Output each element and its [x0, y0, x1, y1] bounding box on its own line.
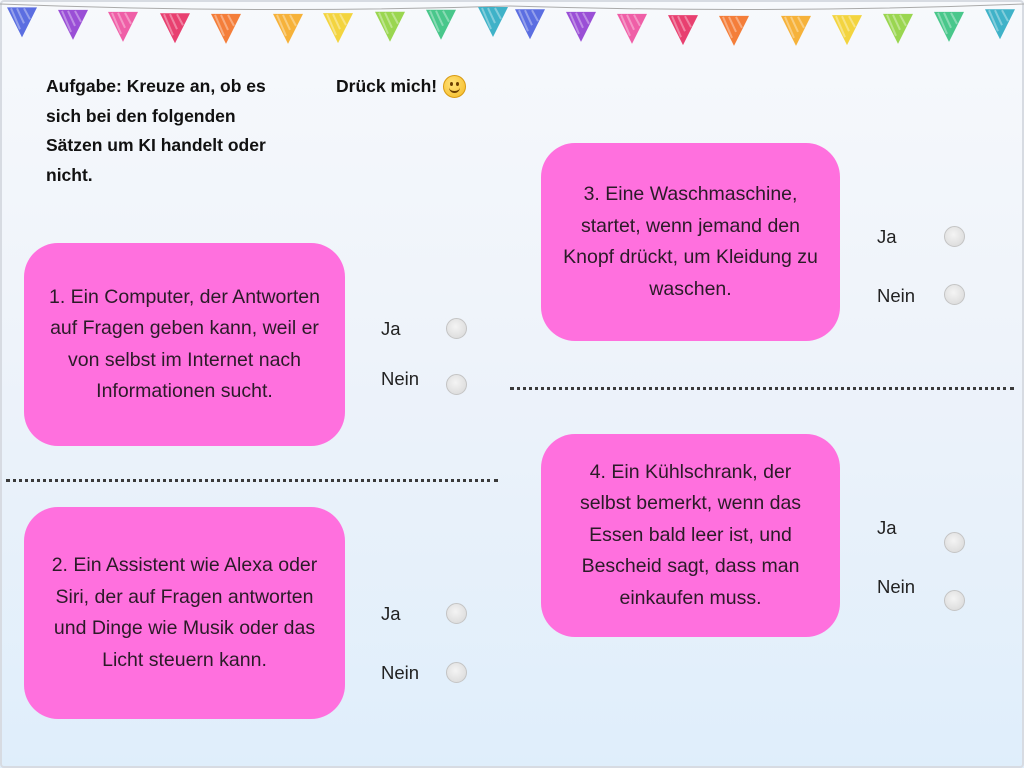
option-nein-label-2: Nein: [381, 662, 420, 683]
option-ja-label-2: Ja: [381, 603, 401, 624]
radio-nein-2[interactable]: [446, 662, 467, 683]
divider-left: [6, 479, 498, 482]
radio-nein-3[interactable]: [944, 284, 965, 305]
press-me-label: Drück mich!: [336, 76, 438, 96]
option-ja-label-1: Ja: [381, 318, 401, 339]
press-me-button[interactable]: [336, 72, 466, 100]
radio-ja-4[interactable]: [944, 532, 965, 553]
bunting-decoration: [0, 0, 1024, 60]
radio-ja-3[interactable]: [944, 226, 965, 247]
statement-card-3: [541, 143, 840, 341]
smiley-icon: [443, 75, 466, 98]
statement-card-4: [541, 434, 840, 637]
option-ja-label-4: Ja: [877, 517, 897, 538]
divider-right: [510, 387, 1014, 390]
radio-ja-2[interactable]: [446, 603, 467, 624]
option-nein-label-4: Nein: [877, 576, 916, 597]
option-ja-label-3: Ja: [877, 226, 897, 247]
statement-text-1: 1. Ein Computer, der Antworten auf Fragen geben kann, weil er von selbst im Internet nach Informationen sucht.: [49, 285, 320, 402]
option-nein-label-3: Nein: [877, 285, 916, 306]
option-nein-label-1: Nein: [381, 368, 420, 389]
statement-text-3: 3. Eine Waschmaschine, startet, wenn jemand den Knopf drückt, um Kleidung zu waschen.: [563, 183, 818, 300]
statement-text-4: 4. Ein Kühlschrank, der selbst bemerkt, wenn das Essen bald leer ist, und Bescheid sagt, dass man einkaufen muss.: [579, 460, 802, 609]
radio-ja-1[interactable]: [446, 318, 467, 339]
task-instruction: Aufgabe: Kreuze an, ob es sich bei den folgenden Sätzen um KI handelt oder nicht.: [46, 76, 266, 185]
statement-card-1: [24, 243, 345, 446]
radio-nein-4[interactable]: [944, 590, 965, 611]
radio-nein-1[interactable]: [446, 374, 467, 395]
statement-text-2: 2. Ein Assistent wie Alexa oder Siri, der auf Fragen antworten und Dinge wie Musik oder das Licht steuern kann.: [51, 554, 318, 671]
statement-card-2: [24, 507, 345, 719]
